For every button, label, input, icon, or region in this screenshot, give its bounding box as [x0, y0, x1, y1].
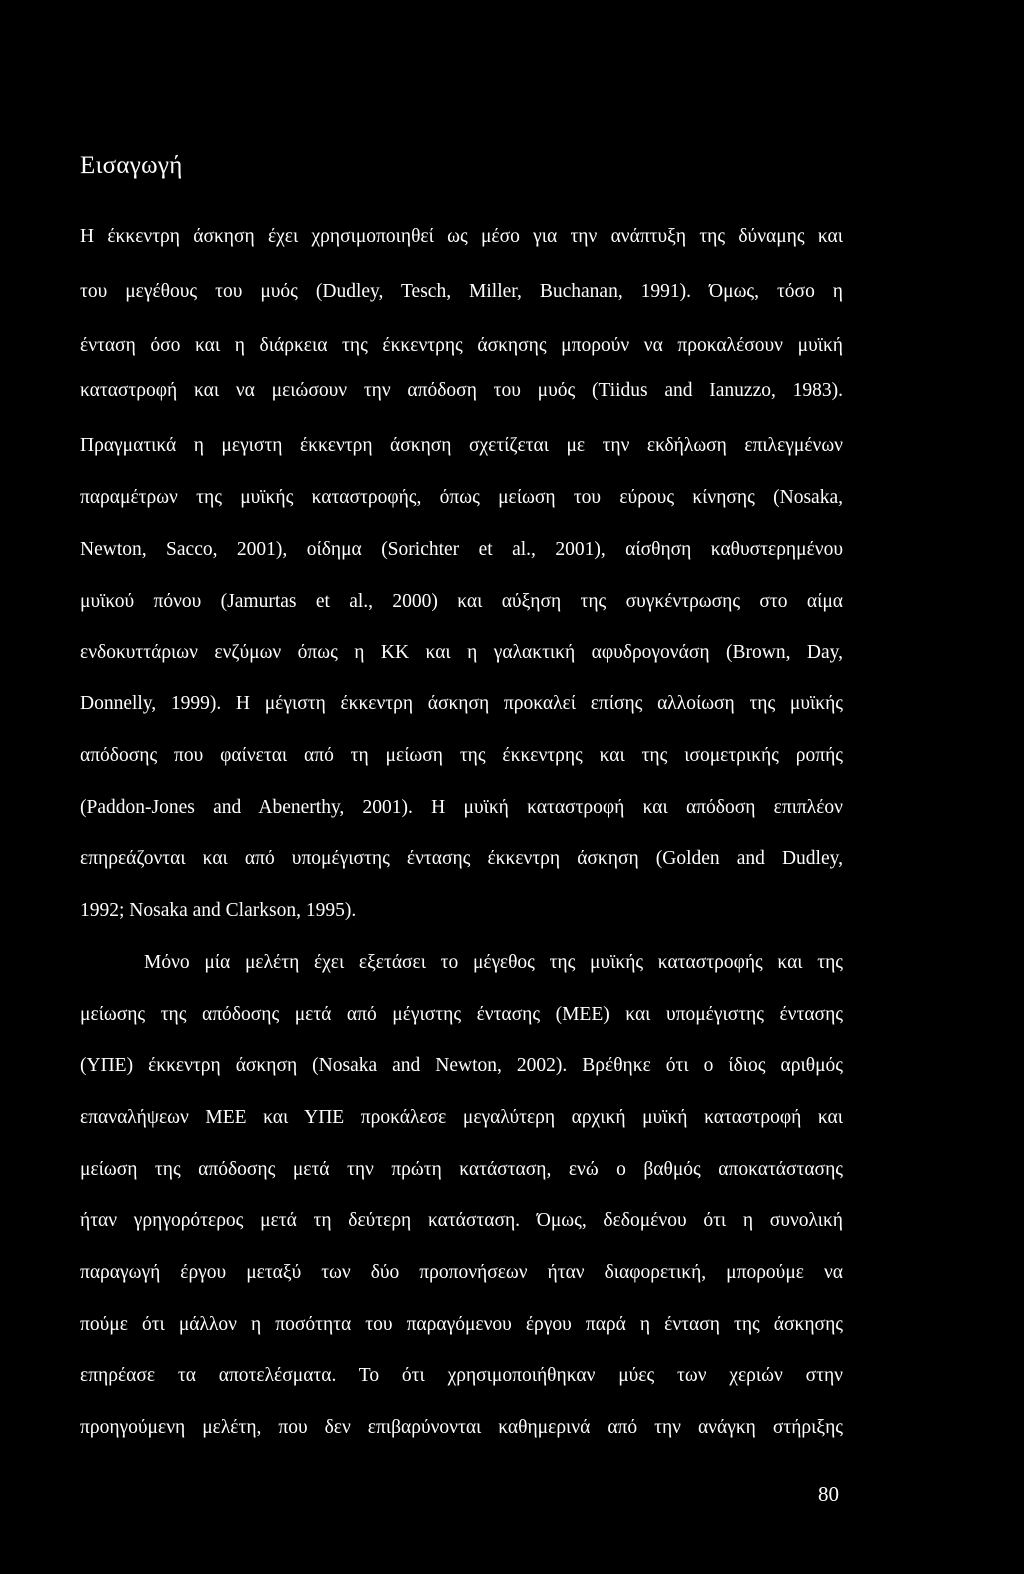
paragraph-1-line-9: ενδοκυττάριων ενζύμων όπως η ΚΚ και η γαλακτική αφυδρογονάση (Brown, Day, [80, 642, 843, 663]
paragraph-1-line-2: του μεγέθους του μυός (Dudley, Tesch, Miller, Buchanan, 1991). Όμως, τόσο η [80, 281, 843, 302]
paragraph-1-line-7: Newton, Sacco, 2001), οίδημα (Sorichter et al., 2001), αίσθηση καθυστερημένου [80, 539, 843, 560]
section-heading: Εισαγωγή [80, 152, 183, 179]
paragraph-2-line-4: επαναλήψεων ΜΕΕ και ΥΠΕ προκάλεσε μεγαλύτερη αρχική μυϊκή καταστροφή και [80, 1107, 843, 1128]
paragraph-1-line-1: Η έκκεντρη άσκηση έχει χρησιμοποιηθεί ως μέσο για την ανάπτυξη της δύναμης και [80, 226, 843, 247]
paragraph-1-line-4: καταστροφή και να μειώσουν την απόδοση του μυός (Tiidus and Ianuzzo, 1983). [80, 380, 843, 401]
paragraph-1-line-14: 1992; Nosaka and Clarkson, 1995). [80, 900, 357, 921]
paragraph-2-line-1: Μόνο μία μελέτη έχει εξετάσει το μέγεθος της μυϊκής καταστροφής και της [144, 952, 843, 973]
paragraph-1-line-12: (Paddon-Jones and Abenerthy, 2001). Η μυϊκή καταστροφή και απόδοση επιπλέον [80, 797, 843, 818]
paragraph-2-line-7: παραγωγή έργου μεταξύ των δύο προπονήσεων ήταν διαφορετική, μπορούμε να [80, 1262, 843, 1283]
paragraph-1-line-3: ένταση όσο και η διάρκεια της έκκεντρης άσκησης μπορούν να προκαλέσουν μυϊκή [80, 335, 843, 356]
paragraph-1-line-10: Donnelly, 1999). Η μέγιστη έκκεντρη άσκηση προκαλεί επίσης αλλοίωση της μυϊκής [80, 693, 843, 714]
paragraph-1-line-6: παραμέτρων της μυϊκής καταστροφής, όπως μείωση του εύρους κίνησης (Nosaka, [80, 487, 843, 508]
paragraph-1-line-11: απόδοσης που φαίνεται από τη μείωση της έκκεντρης και της ισομετρικής ροπής [80, 745, 843, 766]
paragraph-2-line-2: μείωσης της απόδοσης μετά από μέγιστης έντασης (ΜΕΕ) και υπομέγιστης έντασης [80, 1004, 843, 1025]
paragraph-1-line-8: μυϊκού πόνου (Jamurtas et al., 2000) και αύξηση της συγκέντρωσης στο αίμα [80, 591, 843, 612]
paragraph-2-line-6: ήταν γρηγορότερος μετά τη δεύτερη κατάσταση. Όμως, δεδομένου ότι η συνολική [80, 1210, 843, 1231]
paragraph-2-line-8: πούμε ότι μάλλον η ποσότητα του παραγόμενου έργου παρά η ένταση της άσκησης [80, 1314, 843, 1335]
paragraph-2-line-10: προηγούμενη μελέτη, που δεν επιβαρύνονται καθημερινά από την ανάγκη στήριξης [80, 1417, 843, 1438]
page-number: 80 [818, 1482, 839, 1506]
paragraph-1-line-5: Πραγματικά η μεγιστη έκκεντρη άσκηση σχετίζεται με την εκδήλωση επιλεγμένων [80, 435, 843, 456]
paragraph-2-line-9: επηρέασε τα αποτελέσματα. Το ότι χρησιμοποιήθηκαν μύες των χεριών στην [80, 1365, 843, 1386]
paragraph-2-line-3: (ΥΠΕ) έκκεντρη άσκηση (Nosaka and Newton, 2002). Βρέθηκε ότι ο ίδιος αριθμός [80, 1055, 843, 1076]
paragraph-2-line-5: μείωση της απόδοσης μετά την πρώτη κατάσταση, ενώ ο βαθμός αποκατάστασης [80, 1159, 843, 1180]
paragraph-1-line-13: επηρεάζονται και από υπομέγιστης έντασης έκκεντρη άσκηση (Golden and Dudley, [80, 848, 843, 869]
